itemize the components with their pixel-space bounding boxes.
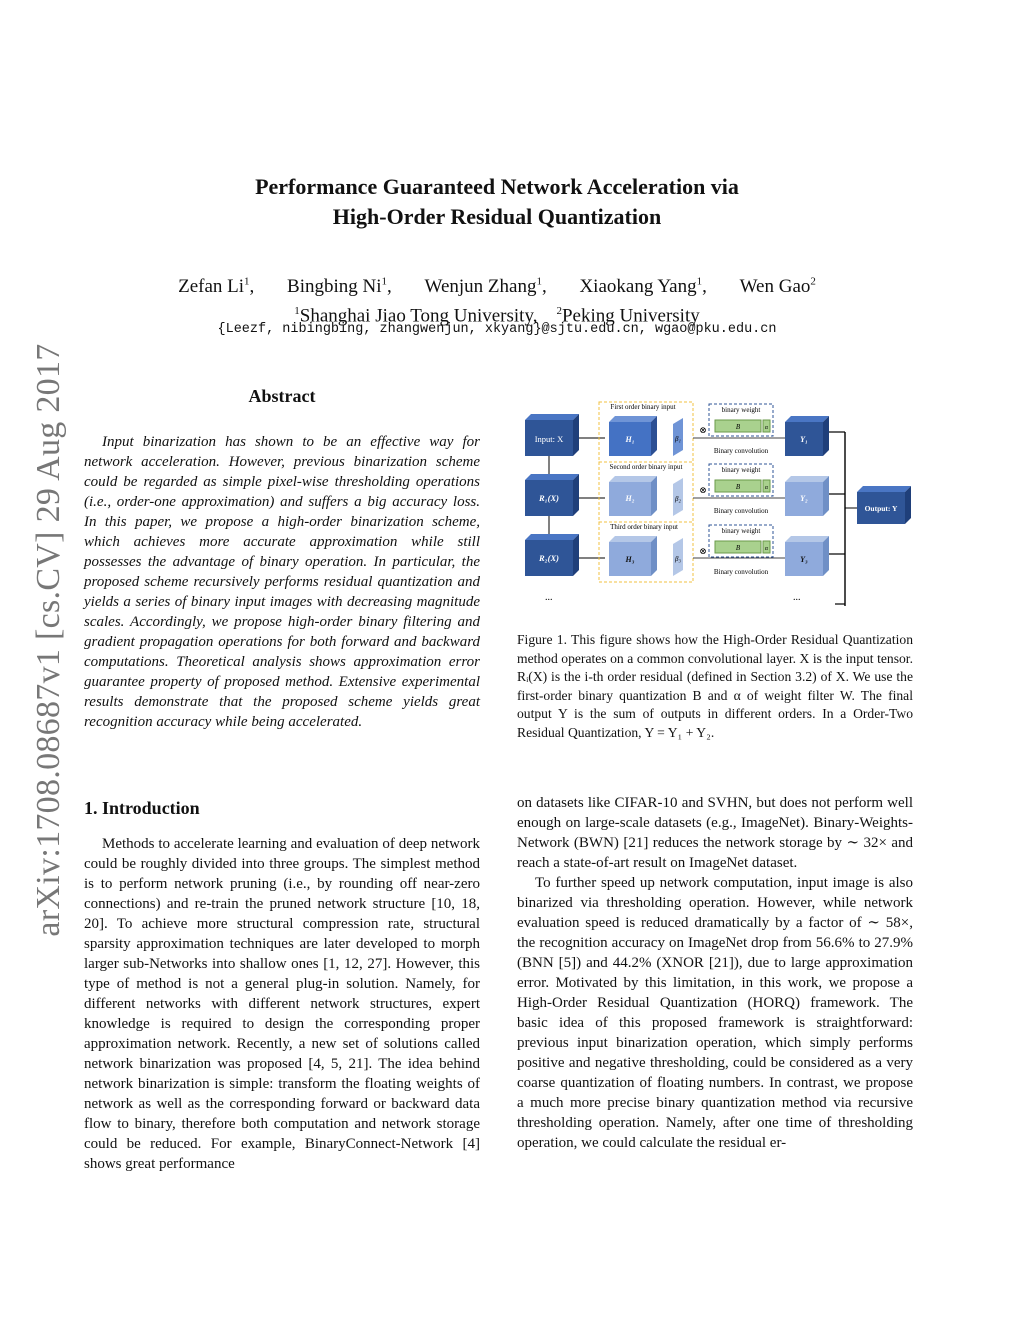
svg-text:α: α — [764, 546, 769, 552]
figure-1-diagram — [517, 398, 917, 613]
ellipsis-right: ... — [793, 592, 801, 603]
h-label-0: H₁ — [625, 435, 635, 444]
h-block-2 — [609, 536, 657, 576]
beta-label-0: β₁ — [675, 435, 681, 443]
intro-text: Methods to accelerate learning and evaluation of deep network could be roughly divided into three groups. The simplest method is to perform network pruning (i.e., by rounding off near-zero connections) and re-train the pruned network structure [10, 18, 20]. To achieve more structural compression rate, structural sparsity approximation techniques are later developed to morph larger sub-Networks into shallow ones [1, 12, 27]. However, this type of method is not a general plug-in solution. Namely, for different networks with different network structures, expert knowledge is required to design the corresponding proper approximation network. Recently, a new set of solutions called network binarization was proposed [4, 5, 21]. The idea behind network binarization is simple: transform the floating weights of network as well as the corresponding forward or backward data flow to binary, therefore both computation and network storage could be reduced. For example, BinaryConnect-Network [4] shows great performance — [84, 836, 480, 1172]
intro-heading: 1. Introduction — [84, 798, 200, 818]
weight-group-2 — [699, 525, 773, 576]
author: Wen Gao$^2$ — [739, 276, 816, 298]
svg-text:binary weight: binary weight — [721, 527, 761, 535]
author: Zefan Li$^1$, — [178, 276, 255, 298]
svg-text:α: α — [764, 425, 769, 431]
group-label-2: Third order binary input — [610, 523, 678, 531]
title-line-1: Performance Guaranteed Network Acceleration via — [255, 174, 739, 199]
input-label-1: R₁(X) — [539, 493, 559, 503]
svg-text:Binary convolution: Binary convolution — [713, 507, 769, 515]
h-block-1 — [609, 476, 657, 516]
author: Wenjun Zhang$^1$, — [424, 276, 547, 298]
group-label-0: First order binary input — [610, 403, 676, 411]
svg-text:⊗: ⊗ — [699, 546, 707, 556]
h-block-0 — [609, 416, 657, 456]
author: Xiaokang Yang$^1$, — [579, 276, 707, 298]
group-label-1: Second order binary input — [609, 463, 683, 471]
input-block-2 — [525, 534, 579, 576]
abstract-text: Input binarization has shown to be an effective way for network acceleration. However, previous binarization scheme could be regarded as simple pixel-wise thresholding operations (i.e., order-one approximation) and suffers a big accuracy loss. In this paper, we propose a high-order binarization scheme, which achieves more accurate approximation while still possesses the advantage of binary operation. In particular, the proposed scheme recursively performs residual quantization and yields a series of binary input images with decreasing magnitude scales. Accordingly, we propose high-order binary filtering and gradient propagation operations for both forward and backward computations. Theoretical analysis shows approximation error guarantee property of proposed method. Extensive experimental results demonstrate that the proposed scheme yields great recognition accuracy while being accelerated. — [84, 434, 480, 730]
input-block-1 — [525, 474, 579, 516]
svg-text:Y₂: Y₂ — [800, 494, 808, 503]
svg-text:Binary convolution: Binary convolution — [713, 568, 769, 576]
author-list — [100, 270, 894, 299]
affiliations: $^1$Shanghai Jiao Tong University, $^2$Peking University — [294, 305, 700, 327]
author-block — [100, 270, 894, 329]
author: Bingbing Ni$^1$, — [287, 276, 392, 298]
right-paragraph-2: To further speed up network computation, input image is also binarized via thresholding operation. However, while network evaluation speed is reduced dramatically by a factor of ∼ 58×, the recognition accuracy on ImageNet drop from 56.6% to 27.9% (BNN [5]) and 44.2% (XNOR [21]), due to large approximation error. Motivated by this limitation, in this work, we propose a High-Order Residual Quantization (HORQ) framework. The basic idea of this proposed framework is straightforward: previous input binarization operation, which simply performs positive and negative thresholding, could be considered as a very coarse quantization of floating numbers. In contrast, we propose a much more precise binary quantization method via recursive thresholding operation. Namely, after one time of thresholding operation, we could calculate the residual er- — [517, 875, 913, 1151]
svg-text:B: B — [735, 423, 741, 431]
weight-group-0 — [699, 404, 773, 455]
beta-label-1: β₂ — [675, 495, 681, 503]
svg-text:⊗: ⊗ — [699, 485, 707, 495]
svg-text:α: α — [764, 485, 769, 491]
beta-label-2: β₃ — [675, 555, 681, 563]
input-block-0 — [525, 414, 579, 456]
ellipsis-left: ... — [545, 592, 553, 603]
y-block-1 — [785, 476, 829, 516]
svg-text:Y₁: Y₁ — [800, 435, 808, 444]
svg-text:binary weight: binary weight — [721, 406, 761, 414]
svg-text:binary weight: binary weight — [721, 466, 761, 474]
y-block-0 — [785, 416, 829, 456]
output-block — [857, 486, 911, 524]
svg-text:⊗: ⊗ — [699, 425, 707, 435]
output-label: Output: Y — [864, 504, 898, 513]
h-label-2: H₃ — [625, 555, 635, 564]
title-line-2: High-Order Residual Quantization — [332, 204, 662, 229]
arxiv-side-label: arXiv:1708.08687v1 [cs.CV] 29 Aug 2017 — [30, 343, 67, 937]
y-block-2 — [785, 536, 829, 576]
weight-group-1 — [699, 464, 773, 515]
author-emails: {Leezf, nibingbing, zhangwenjun, xkyang}@sjtu.edu.cn, wgao@pku.edu.cn — [217, 322, 777, 337]
h-label-1: H₂ — [625, 494, 635, 503]
svg-text:Binary convolution: Binary convolution — [713, 447, 769, 455]
svg-text:Y₃: Y₃ — [800, 555, 808, 564]
svg-text:B: B — [735, 544, 741, 552]
svg-text:B: B — [735, 483, 741, 491]
figure-caption: Figure 1. This figure shows how the High-Order Residual Quantization method operates on a common convolutional layer. X is the input tensor. Rᵢ(X) is the i-th order residual (defined in Section 3.2) of X. We use the first-order binary quantization B and α of weight filter W. The final output Y is the sum of outputs in different orders. In a Order-Two Residual Quantization, Y = Y₁ + Y₂. — [517, 632, 913, 740]
right-column-text — [517, 793, 913, 1153]
right-paragraph-1: on datasets like CIFAR-10 and SVHN, but does not perform well enough on large-scale datasets (e.g., ImageNet). Binary-Weights-Network (BWN) [21] reduces the network storage by ∼ 32× and reach a state-of-art result on ImageNet dataset. — [517, 795, 913, 871]
paper-title — [150, 172, 844, 232]
abstract-heading: Abstract — [248, 386, 316, 406]
input-label-2: R₂(X) — [539, 553, 559, 563]
input-label-0: Input: X — [534, 434, 564, 444]
